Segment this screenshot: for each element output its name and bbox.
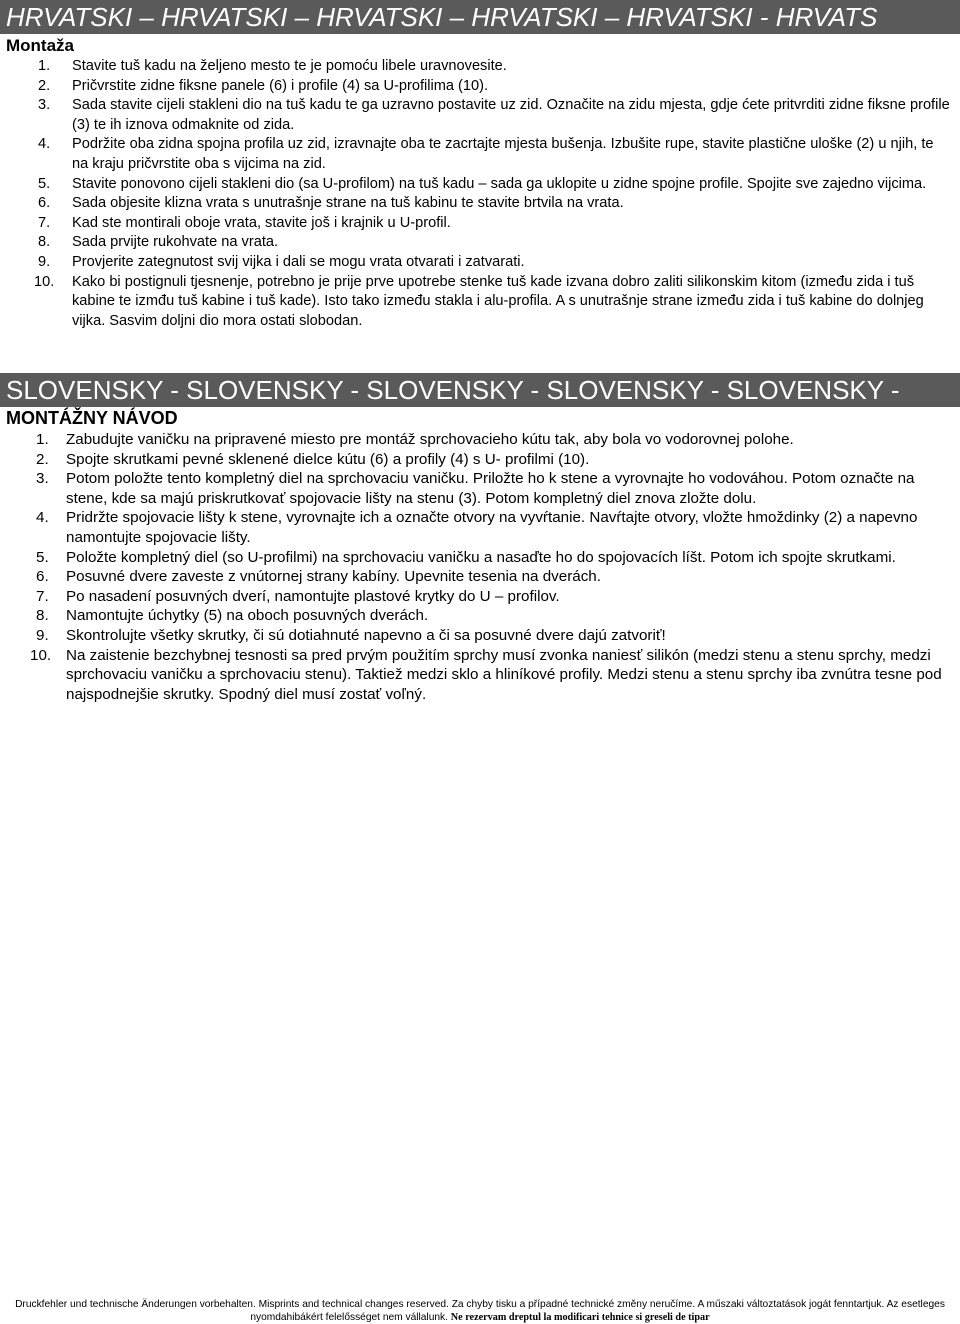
list-item: [38, 253, 952, 273]
list-item: [36, 548, 958, 568]
list-item: [38, 233, 952, 253]
step-number: 10.: [30, 646, 52, 664]
footer-disclaimer: [0, 1298, 960, 1324]
step-text: Podržite oba zidna spojna profila uz zid, izravnajte oba te zacrtajte mjesta bušenja. Izbušite rupe, stavite plastične uloške (2) u njih, te na kraju pričvrstite oba s vijcima na zid.: [72, 136, 934, 172]
list-item: [36, 508, 958, 547]
list-item: [38, 57, 952, 77]
croatian-steps-list: [34, 57, 952, 331]
step-text: Skontrolujte všetky skrutky, či sú dotiahnuté napevno a či sa posuvné dvere dajú zatvoriť!: [66, 626, 666, 644]
step-number: 4.: [36, 509, 49, 527]
footer-line-1: Druckfehler und technische Änderungen vorbehalten. Misprints and technical changes reserved. Za chyby tisku a případné technické změny neručíme. A műszaki változtatások jogát fenntartjuk. Az esetleges: [15, 1299, 945, 1310]
step-number: 10.: [34, 273, 55, 290]
list-item: [38, 214, 952, 234]
step-number: 1.: [38, 58, 51, 74]
step-text: Zabudujte vaničku na pripravené miesto pre montáž sprchovacieho kútu tak, aby bola vo vodorovnej polohe.: [66, 431, 794, 448]
step-text: Pričvrstite zidne fiksne panele (6) i profile (4) sa U-profilima (10).: [72, 77, 489, 94]
list-item: [36, 430, 958, 450]
step-text: Pridržte spojovacie lišty k stene, vyrovnajte ich a označte otvory na vyvŕtanie. Navŕtajte otvory, vložte hmoždinky (2) a napevno namontujte spojovacie lišty.: [66, 509, 918, 546]
list-item: [36, 587, 958, 607]
step-number: 2.: [36, 450, 49, 468]
step-text: Stavite tuš kadu na željeno mesto te je pomoću libele uravnovesite.: [72, 58, 507, 74]
step-text: Sada stavite cijeli stakleni dio na tuš kadu te ga uzravno postavite uz zid. Označite na zidu mjesta, gdje ćete pritvrditi zidne fiksne profile (3) te ih iznova odmaknite od zida.: [72, 97, 950, 133]
step-text: Spojte skrutkami pevné sklenené dielce kútu (6) a profily (4) s U- profilmi (10).: [66, 450, 590, 468]
list-item: [36, 469, 958, 508]
list-item: [38, 194, 952, 214]
step-number: 4.: [38, 136, 51, 153]
footer-line-2: [0, 1311, 960, 1324]
list-item: [30, 646, 958, 705]
step-number: 9.: [38, 253, 51, 270]
step-text: Na zaistenie bezchybnej tesnosti sa pred prvým použitím sprchy musí zvonka naniesť silikón (medzi stenu a stenu sprchy, medzi sprchovaciu vaničku a sprchovaciu stenu). Taktiež medzi sklo a hliníkové profily. Medzi stenu a stenu sprchy iba zvnútra tesne pod najspodnejšie skrutky. Spodný diel musí zostať voľný.: [66, 646, 942, 703]
step-number: 5.: [36, 548, 49, 566]
step-number: 6.: [38, 195, 51, 212]
list-item: [38, 135, 952, 174]
step-text: Po nasadení posuvných dverí, namontujte plastové krytky do U – profilov.: [66, 587, 560, 605]
footer-line-2-serif: Ne rezervam dreptul la modificari tehnice si greseli de tipar: [450, 1312, 710, 1323]
step-number: 7.: [36, 587, 49, 605]
step-text: Sada prvijte rukohvate na vrata.: [72, 234, 279, 251]
step-number: 9.: [36, 626, 49, 644]
slovak-banner: SLOVENSKY - SLOVENSKY - SLOVENSKY - SLOVENSKY - SLOVENSKY -: [0, 373, 960, 407]
slovak-section-title: MONTÁŽNY NÁVOD: [6, 408, 178, 428]
step-text: Namontujte úchytky (5) na oboch posuvných dverách.: [66, 607, 429, 625]
list-item: [36, 606, 958, 626]
list-item: [38, 175, 952, 195]
footer-line-2-sans: nyomdahibákért felelősséget nem vállalunk.: [250, 1312, 448, 1323]
step-text: Stavite ponovono cijeli stakleni dio (sa U-profilom) na tuš kadu – sada ga uklopite u zidne spojne profile. Spojite sve zajedno vijcima.: [72, 175, 927, 192]
step-number: 5.: [38, 175, 51, 192]
step-text: Provjerite zategnutost svij vijka i dali se mogu vrata otvarati i zatvarati.: [72, 253, 525, 270]
step-number: 7.: [38, 214, 51, 231]
step-number: 8.: [38, 234, 51, 251]
croatian-section-title: Montaža: [6, 36, 74, 55]
step-number: 6.: [36, 568, 49, 586]
step-text: Posuvné dvere zaveste z vnútornej strany kabíny. Upevnite tesenia na dverách.: [66, 568, 601, 586]
step-number: 2.: [38, 77, 51, 94]
step-text: Kad ste montirali oboje vrata, stavite još i krajnik u U-profil.: [72, 214, 451, 231]
step-number: 1.: [36, 431, 49, 448]
step-text: Položte kompletný diel (so U-profilmi) na sprchovaciu vaničku a nasaďte ho do spojovacích líšt. Potom ich spojte skrutkami.: [66, 548, 896, 566]
step-number: 3.: [38, 97, 51, 114]
list-item: [38, 77, 952, 97]
step-number: 8.: [36, 607, 49, 625]
list-item: [36, 450, 958, 470]
slovak-steps-list: [30, 430, 958, 704]
croatian-banner: HRVATSKI – HRVATSKI – HRVATSKI – HRVATSKI – HRVATSKI - HRVATS: [0, 0, 960, 34]
step-text: Kako bi postignuli tjesnenje, potrebno je prije prve upotrebe stenke tuš kade izvana dobro zaliti silikonskim kitom (između zida i tuš kabine te izmđu tuš kabine i tuš kade). Isto tako između stakla i alu-profila. A s unutrašnje strane između zida i tuš kabine do dolnjeg vijka. Sasvim doljni dio mora ostati slobodan.: [72, 273, 924, 329]
list-item: [34, 273, 952, 332]
list-item: [36, 567, 958, 587]
step-text: Potom položte tento kompletný diel na sprchovaciu vaničku. Priložte ho k stene a vyrovnajte ho vodováhou. Potom označte na stene, kde sa majú priskrutkovať spojovacie lišty na stenu (3). Potom kompletný diel znova zložte dolu.: [66, 470, 915, 507]
list-item: [38, 96, 952, 135]
list-item: [36, 626, 958, 646]
step-number: 3.: [36, 470, 49, 488]
step-text: Sada objesite klizna vrata s unutrašnje strane na tuš kabinu te stavite brtvila na vrata.: [72, 195, 624, 212]
